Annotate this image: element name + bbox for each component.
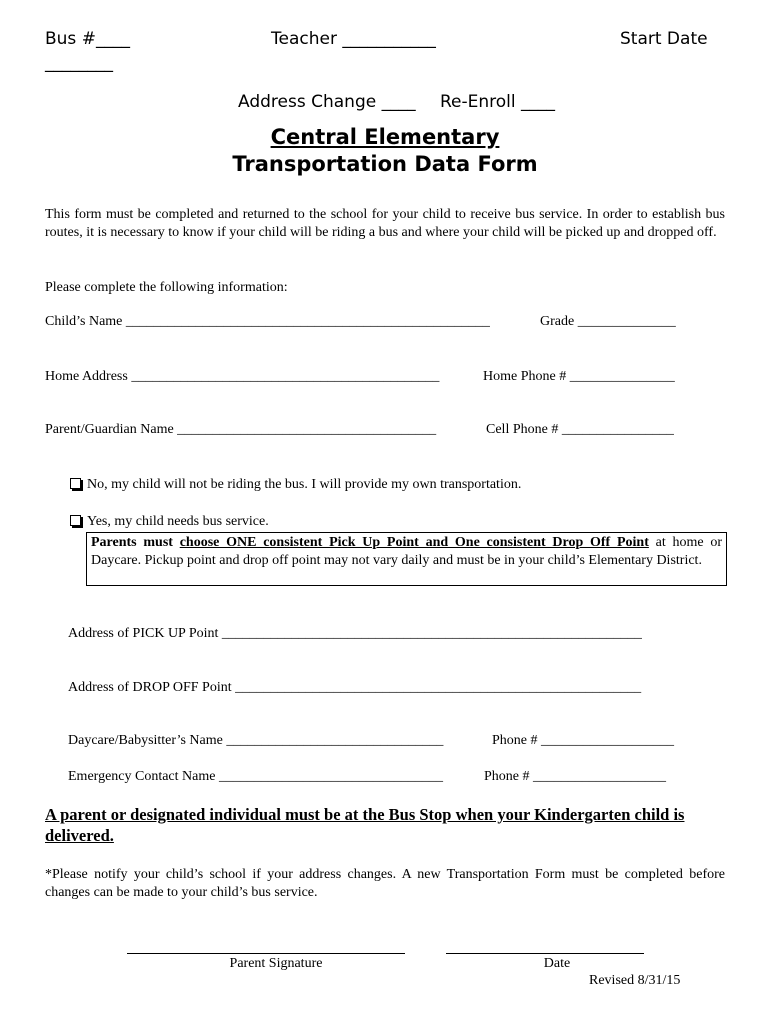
revised-date: Revised 8/31/15 — [589, 973, 681, 988]
reenroll-field[interactable]: Re-Enroll ____ — [440, 92, 556, 112]
parent-signature-line[interactable] — [127, 953, 405, 954]
instruction-text: Please complete the following information: — [45, 280, 288, 295]
kindergarten-warning: A parent or designated individual must be at the Bus Stop when your Kindergarten child is delivered. — [45, 805, 685, 845]
home-address-field[interactable]: Home Address ____________________________________________ — [45, 369, 440, 384]
no-bus-label: No, my child will not be riding the bus. I will provide my own transportation. — [87, 477, 522, 492]
yes-bus-label: Yes, my child needs bus service. — [87, 514, 269, 529]
daycare-name-field[interactable]: Daycare/Babysitter’s Name _______________________________ — [68, 733, 444, 748]
parent-name-field[interactable]: Parent/Guardian Name _____________________________________ — [45, 422, 437, 437]
daycare-phone-field[interactable]: Phone # ___________________ — [492, 733, 674, 748]
pickup-notice-box — [86, 532, 727, 586]
notice-suffix: at home or Daycare. Pickup point and drop off point may not vary daily and must be in your child’s Elementary District. — [91, 535, 723, 568]
pickup-address-field[interactable]: Address of PICK UP Point ____________________________________________________________ — [68, 626, 642, 641]
bus-number-continuation: ________ — [45, 53, 113, 73]
cell-phone-field[interactable]: Cell Phone # ________________ — [486, 422, 674, 437]
checkbox-icon[interactable] — [70, 478, 81, 489]
home-phone-field[interactable]: Home Phone # _______________ — [483, 369, 675, 384]
notice-emphasis: choose ONE consistent Pick Up Point and One consistent Drop Off Point — [179, 535, 649, 550]
no-bus-option[interactable] — [70, 476, 521, 494]
dropoff-address-field[interactable]: Address of DROP OFF Point __________________________________________________________ — [68, 680, 642, 695]
bus-number-field[interactable]: Bus #____ — [45, 29, 130, 49]
child-name-field[interactable]: Child’s Name ____________________________________________________ — [45, 314, 490, 329]
school-title: Central Elementary — [270, 125, 500, 149]
parent-signature-label: Parent Signature — [229, 956, 323, 971]
address-change-note: *Please notify your child’s school if your address changes. A new Transportation Form must be completed before changes can be made to your child’s bus service. — [45, 867, 725, 900]
notice-prefix: Parents must — [91, 535, 180, 550]
form-title: Transportation Data Form — [232, 152, 538, 176]
start-date-field[interactable]: Start Date — [620, 29, 708, 49]
date-signature-line[interactable] — [446, 953, 644, 954]
emergency-contact-field[interactable]: Emergency Contact Name ________________________________ — [68, 769, 443, 784]
intro-paragraph: This form must be completed and returned to the school for your child to receive bus service. In order to establish bus routes, it is necessary to know if your child will be riding a bus and where your child will be picked up and dropped off. — [45, 207, 725, 240]
checkbox-icon[interactable] — [70, 515, 81, 526]
date-label: Date — [543, 956, 571, 971]
address-change-field[interactable]: Address Change ____ — [238, 92, 416, 112]
emergency-phone-field[interactable]: Phone # ___________________ — [484, 769, 666, 784]
teacher-field[interactable]: Teacher ___________ — [271, 29, 436, 49]
grade-field[interactable]: Grade ______________ — [540, 314, 676, 329]
yes-bus-option[interactable] — [70, 513, 269, 531]
